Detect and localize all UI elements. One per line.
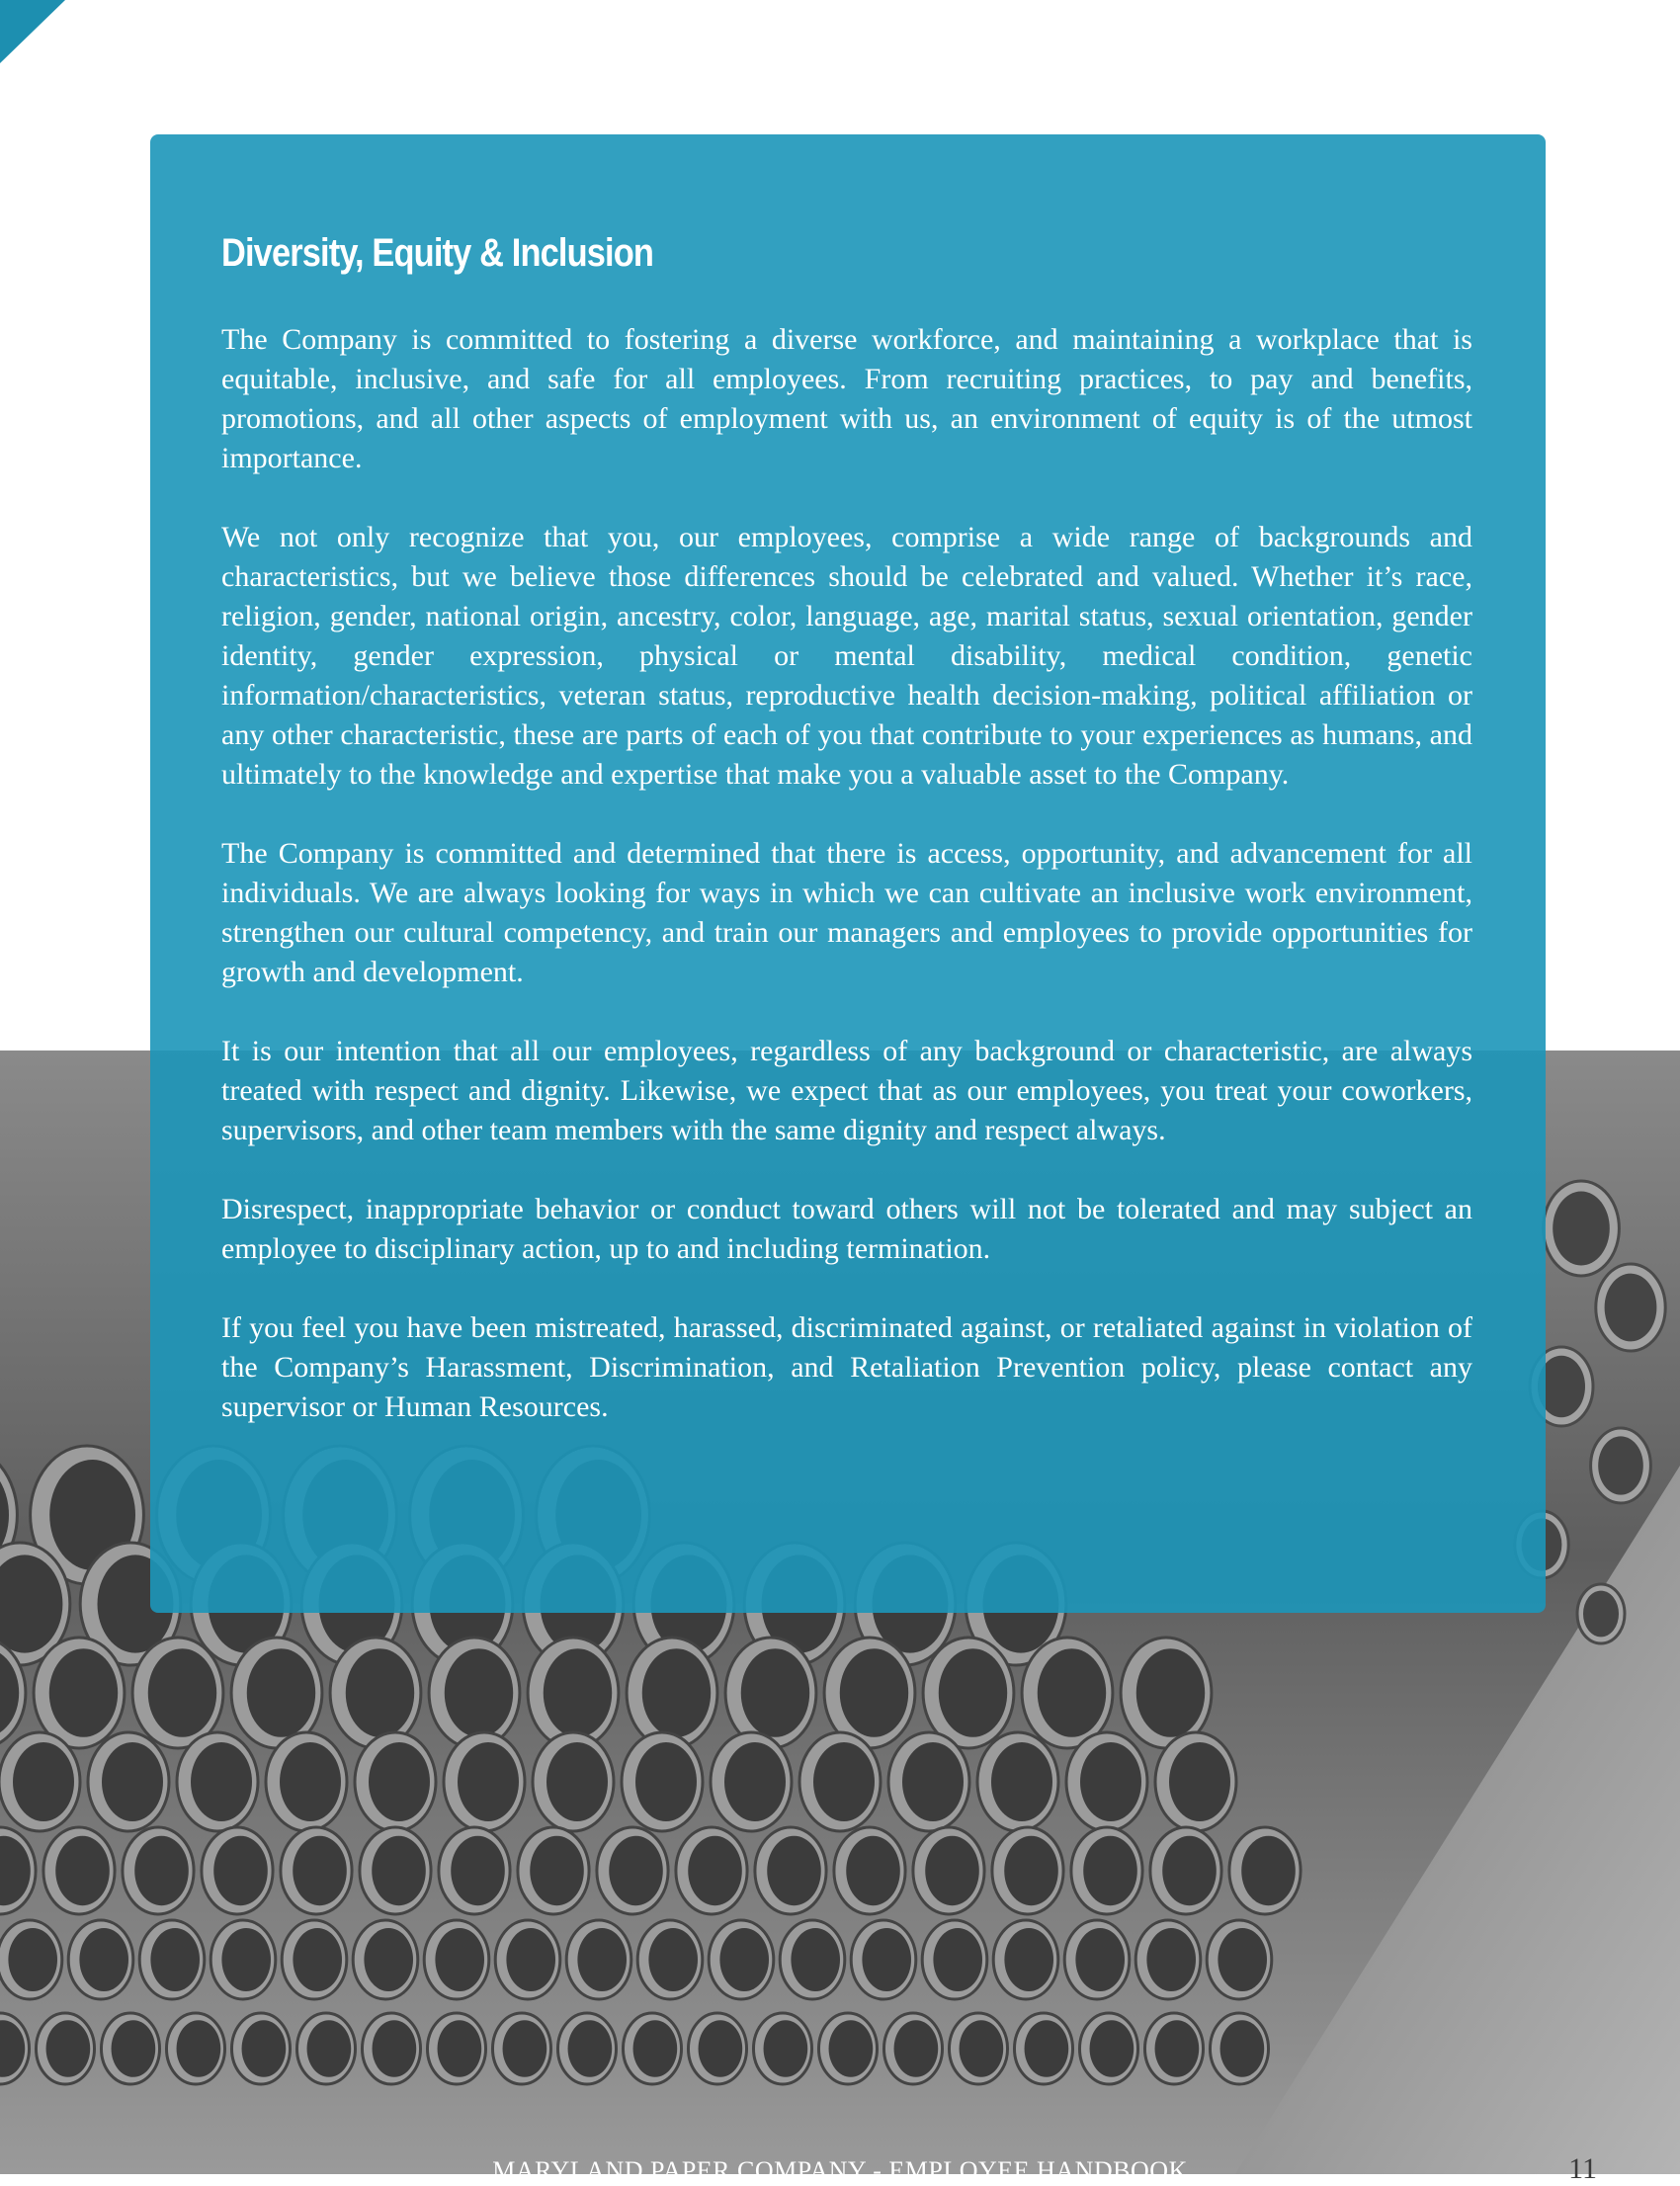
paragraph-respect: It is our intention that all our employees, regardless of any background or characteristic, are always treated with respect and dignity. Likewise, we expect that as our employees, you treat your coworkers, supervisors, and other team members with the same dignity and respect always. bbox=[221, 1035, 1472, 1146]
content-panel bbox=[150, 134, 1546, 1613]
paragraph-commitment: The Company is committed to fostering a diverse workforce, and maintaining a workplace that is equitable, inclusive, and safe for all employees. From recruiting practices, to pay and benefits, promotions, and all other aspects of employment with us, an environment of equity is of the utmost importance. bbox=[221, 323, 1472, 474]
footer-title: MARYLAND PAPER COMPANY - EMPLOYEE HANDBOOK bbox=[492, 2156, 1188, 2185]
paragraph-opportunity: The Company is committed and determined that there is access, opportunity, and advancement for all individuals. We are always looking for ways in which we can cultivate an inclusive work environment, strengthen our cultural competency, and train our managers and employees to provide opportunities for growth and development. bbox=[221, 837, 1472, 988]
corner-accent bbox=[0, 0, 65, 63]
paragraph-reporting: If you feel you have been mistreated, harassed, discriminated against, or retaliated against in violation of the Company’s Harassment, Discrimination, and Retaliation Prevention policy, please contact any supervisor or Human Resources. bbox=[221, 1311, 1472, 1423]
paragraph-differences: We not only recognize that you, our employees, comprise a wide range of backgrounds and characteristics, but we believe those differences should be celebrated and valued. Whether it’s race, religion, gender, national origin, ancestry, color, language, age, marital status, sexual orientation, gender identity, gender expression, physical or mental disability, medical condition, genetic information/characteristics, veteran status, reproductive health decision-making, political affiliation or any other characteristic, these are parts of each of you that contribute to your experiences as humans, and ultimately to the knowledge and expertise that make you a valuable asset to the Company. bbox=[221, 521, 1472, 791]
page-number: 11 bbox=[1568, 2152, 1597, 2185]
paragraph-conduct: Disrespect, inappropriate behavior or conduct toward others will not be tolerated and may subject an employee to disciplinary action, up to and including termination. bbox=[221, 1193, 1472, 1265]
section-title: Diversity, Equity & Inclusion bbox=[221, 231, 654, 275]
